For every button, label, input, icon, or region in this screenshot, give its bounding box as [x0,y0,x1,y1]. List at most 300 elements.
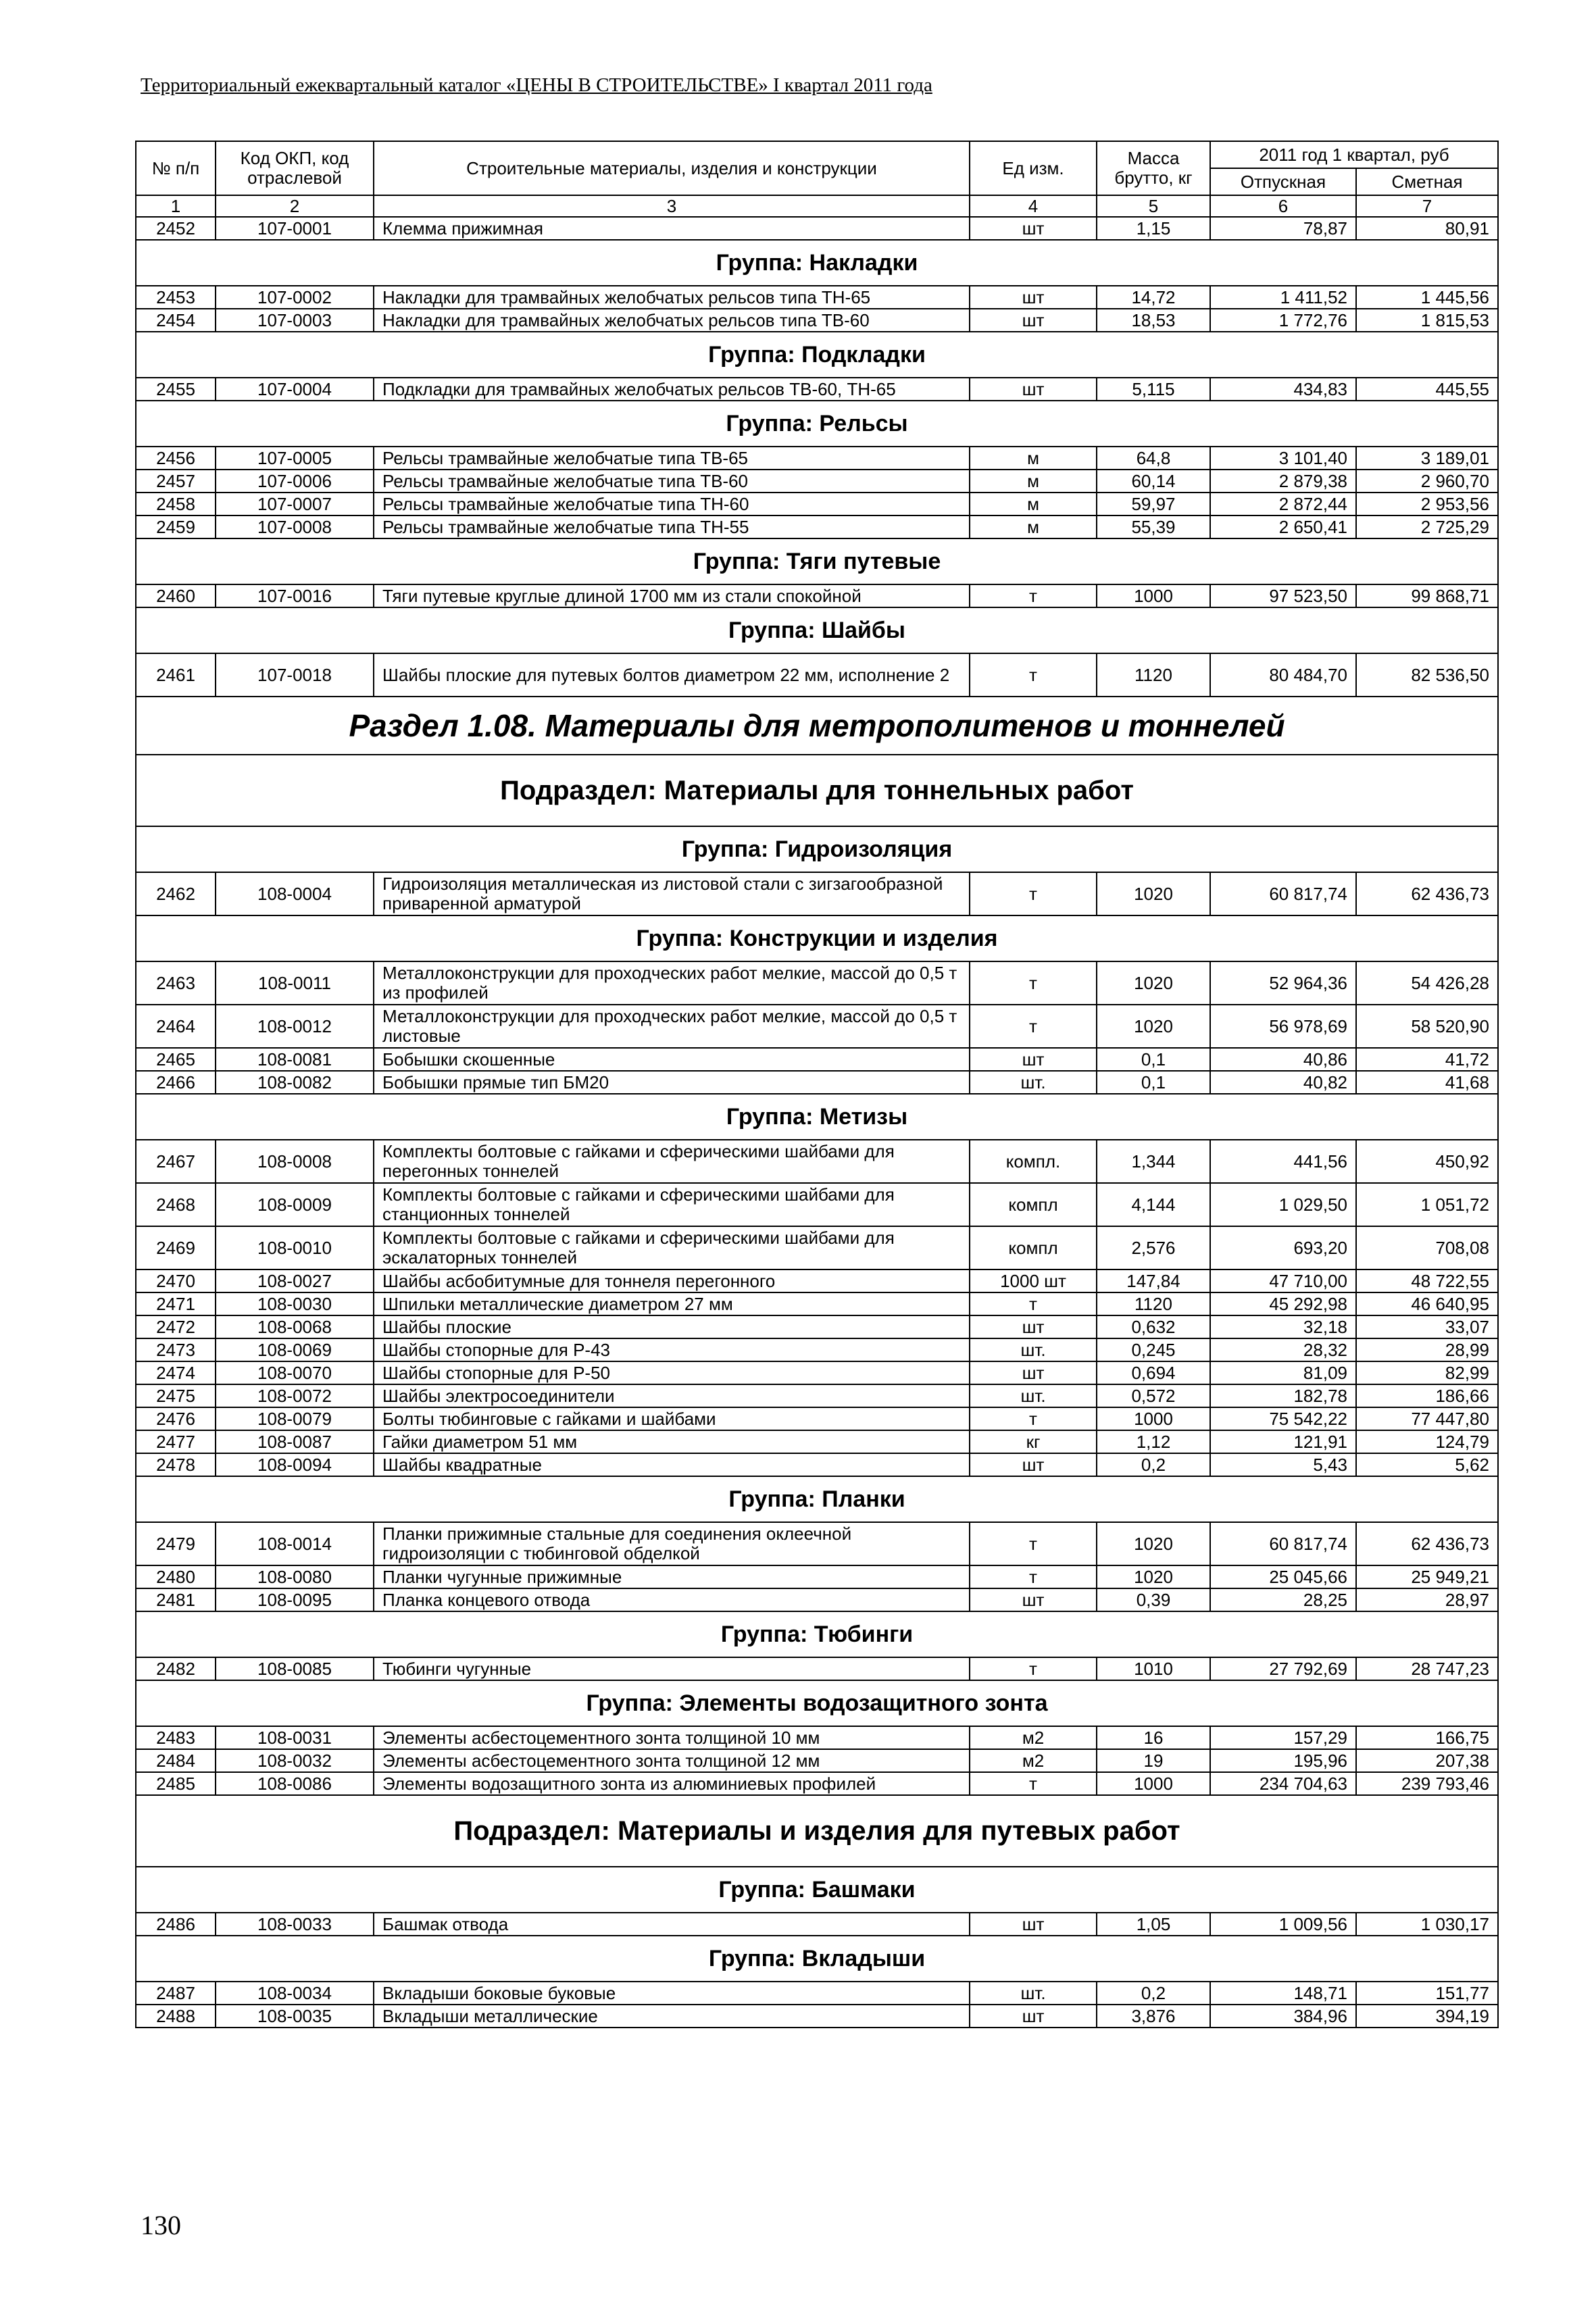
group-title: Группа: Тюбинги [136,1611,1498,1657]
group-row [136,826,1498,872]
table-row [136,515,1498,538]
row-mass: 0,1 [1097,1071,1210,1094]
row-name: Шайбы плоские [374,1315,970,1338]
table-row [136,1453,1498,1476]
row-release-price: 148,71 [1210,1982,1356,2005]
row-estimate-price: 1 051,72 [1356,1183,1498,1226]
row-name: Бобышки скошенные [374,1048,970,1071]
row-release-price: 52 964,36 [1210,961,1356,1005]
table-row [136,1913,1498,1936]
row-number: 2459 [136,515,216,538]
row-code: 107-0008 [216,515,374,538]
table-row [136,584,1498,607]
table-row [136,1565,1498,1588]
row-number: 2456 [136,447,216,470]
row-unit: шт [970,1588,1097,1611]
col-number: 6 [1210,195,1356,217]
row-mass: 1120 [1097,653,1210,697]
price-table [135,141,1499,2028]
col-number: 4 [970,195,1097,217]
row-number: 2470 [136,1269,216,1292]
row-number: 2460 [136,584,216,607]
row-code: 107-0006 [216,470,374,493]
row-release-price: 81,09 [1210,1361,1356,1384]
group-title: Группа: Башмаки [136,1867,1498,1913]
row-code: 108-0027 [216,1269,374,1292]
row-mass: 1020 [1097,1005,1210,1048]
row-number: 2461 [136,653,216,697]
row-number: 2475 [136,1384,216,1407]
row-number: 2465 [136,1048,216,1071]
row-number: 2485 [136,1772,216,1795]
row-estimate-price: 82 536,50 [1356,653,1498,697]
row-number: 2462 [136,872,216,915]
group-title: Группа: Планки [136,1476,1498,1522]
row-estimate-price: 1 030,17 [1356,1913,1498,1936]
row-mass: 2,576 [1097,1226,1210,1269]
table-row [136,1407,1498,1430]
row-code: 107-0001 [216,217,374,240]
row-unit: шт [970,286,1097,309]
row-estimate-price: 80,91 [1356,217,1498,240]
group-title: Группа: Накладки [136,240,1498,286]
row-estimate-price: 708,08 [1356,1226,1498,1269]
group-title: Группа: Метизы [136,1094,1498,1140]
row-estimate-price: 1 445,56 [1356,286,1498,309]
group-row [136,1680,1498,1726]
row-estimate-price: 2 725,29 [1356,515,1498,538]
page-header: Территориальный ежеквартальный каталог «ЦЕНЫ В СТРОИТЕЛЬСТВЕ» I квартал 2011 года [141,74,932,96]
row-estimate-price: 41,68 [1356,1071,1498,1094]
table-row [136,1315,1498,1338]
row-mass: 0,1 [1097,1048,1210,1071]
table-row [136,309,1498,332]
row-code: 108-0014 [216,1522,374,1565]
row-estimate-price: 62 436,73 [1356,1522,1498,1565]
row-name: Клемма прижимная [374,217,970,240]
row-unit: шт. [970,1338,1097,1361]
row-number: 2479 [136,1522,216,1565]
row-unit: шт [970,1361,1097,1384]
row-release-price: 384,96 [1210,2005,1356,2028]
row-code: 108-0030 [216,1292,374,1315]
row-number: 2477 [136,1430,216,1453]
row-mass: 1020 [1097,961,1210,1005]
col-number: 7 [1356,195,1498,217]
row-release-price: 97 523,50 [1210,584,1356,607]
row-name: Металлоконструкции для проходческих работ мелкие, массой до 0,5 т листовые [374,1005,970,1048]
row-code: 108-0008 [216,1140,374,1183]
row-mass: 16 [1097,1726,1210,1749]
col-unit-header: Ед изм. [970,141,1097,195]
row-mass: 1,12 [1097,1430,1210,1453]
row-name: Гайки диаметром 51 мм [374,1430,970,1453]
row-number: 2469 [136,1226,216,1269]
row-estimate-price: 25 949,21 [1356,1565,1498,1588]
group-title: Группа: Подкладки [136,332,1498,378]
row-code: 108-0087 [216,1430,374,1453]
row-code: 107-0003 [216,309,374,332]
row-number: 2483 [136,1726,216,1749]
row-unit: шт. [970,1384,1097,1407]
group-row [136,1611,1498,1657]
table-row [136,493,1498,515]
row-mass: 0,632 [1097,1315,1210,1338]
row-unit: т [970,584,1097,607]
row-name: Шайбы плоские для путевых болтов диаметром 22 мм, исполнение 2 [374,653,970,697]
table-row [136,378,1498,401]
row-release-price: 441,56 [1210,1140,1356,1183]
table-row [136,1071,1498,1094]
group-row [136,240,1498,286]
section-row [136,697,1498,755]
subsection-title: Подраздел: Материалы для тоннельных работ [136,755,1498,826]
row-unit: шт. [970,1982,1097,2005]
row-number: 2488 [136,2005,216,2028]
row-number: 2467 [136,1140,216,1183]
row-number: 2457 [136,470,216,493]
table-row [136,286,1498,309]
row-mass: 14,72 [1097,286,1210,309]
table-row [136,1361,1498,1384]
row-number: 2482 [136,1657,216,1680]
row-number: 2452 [136,217,216,240]
row-release-price: 182,78 [1210,1384,1356,1407]
row-code: 108-0072 [216,1384,374,1407]
table-row [136,1657,1498,1680]
table-row [136,1226,1498,1269]
row-unit: кг [970,1430,1097,1453]
row-unit: компл [970,1183,1097,1226]
table-row [136,653,1498,697]
row-number: 2453 [136,286,216,309]
table-row [136,1772,1498,1795]
row-code: 108-0069 [216,1338,374,1361]
subsection-title: Подраздел: Материалы и изделия для путевых работ [136,1795,1498,1867]
row-mass: 1010 [1097,1657,1210,1680]
section-title: Раздел 1.08. Материалы для метрополитенов и тоннелей [136,697,1498,755]
row-number: 2478 [136,1453,216,1476]
col-estimate-header: Сметная [1356,168,1498,195]
row-release-price: 32,18 [1210,1315,1356,1338]
table-row [136,1726,1498,1749]
row-estimate-price: 99 868,71 [1356,584,1498,607]
row-release-price: 234 704,63 [1210,1772,1356,1795]
row-unit: м [970,493,1097,515]
row-code: 108-0032 [216,1749,374,1772]
row-code: 108-0033 [216,1913,374,1936]
row-release-price: 40,82 [1210,1071,1356,1094]
row-code: 107-0007 [216,493,374,515]
table-row [136,1140,1498,1183]
row-unit: шт [970,1913,1097,1936]
row-name: Накладки для трамвайных желобчатых рельсов типа ТН-65 [374,286,970,309]
row-unit: шт [970,1453,1097,1476]
row-name: Шайбы асбобитумные для тоннеля перегонного [374,1269,970,1292]
group-row [136,915,1498,961]
row-estimate-price: 239 793,46 [1356,1772,1498,1795]
row-mass: 0,2 [1097,1453,1210,1476]
row-release-price: 1 009,56 [1210,1913,1356,1936]
row-unit: шт [970,378,1097,401]
row-number: 2484 [136,1749,216,1772]
row-name: Планки прижимные стальные для соединения оклеечной гидроизоляции с тюбинговой обделкой [374,1522,970,1565]
row-mass: 18,53 [1097,309,1210,332]
row-mass: 1,344 [1097,1140,1210,1183]
row-mass: 1020 [1097,1565,1210,1588]
row-release-price: 27 792,69 [1210,1657,1356,1680]
group-row [136,1867,1498,1913]
row-unit: т [970,1292,1097,1315]
row-unit: шт [970,2005,1097,2028]
table-row [136,1292,1498,1315]
group-title: Группа: Шайбы [136,607,1498,653]
table-row [136,1183,1498,1226]
row-release-price: 1 772,76 [1210,309,1356,332]
row-release-price: 75 542,22 [1210,1407,1356,1430]
row-number: 2473 [136,1338,216,1361]
row-code: 108-0031 [216,1726,374,1749]
row-estimate-price: 41,72 [1356,1048,1498,1071]
row-unit: шт [970,309,1097,332]
row-release-price: 5,43 [1210,1453,1356,1476]
col-mass-header: Масса брутто, кг [1097,141,1210,195]
row-code: 108-0085 [216,1657,374,1680]
row-estimate-price: 46 640,95 [1356,1292,1498,1315]
row-number: 2466 [136,1071,216,1094]
table-row [136,470,1498,493]
table-row [136,447,1498,470]
row-mass: 1120 [1097,1292,1210,1315]
row-unit: т [970,961,1097,1005]
row-name: Шпильки металлические диаметром 27 мм [374,1292,970,1315]
row-estimate-price: 33,07 [1356,1315,1498,1338]
row-estimate-price: 28,99 [1356,1338,1498,1361]
row-name: Планка концевого отвода [374,1588,970,1611]
row-unit: т [970,1772,1097,1795]
row-release-price: 2 650,41 [1210,515,1356,538]
group-title: Группа: Вкладыши [136,1936,1498,1982]
row-name: Элементы асбестоцементного зонта толщиной 10 мм [374,1726,970,1749]
row-name: Рельсы трамвайные желобчатые типа ТН-55 [374,515,970,538]
col-code-header: Код ОКП, код отраслевой [216,141,374,195]
group-row [136,538,1498,584]
row-code: 108-0068 [216,1315,374,1338]
row-release-price: 1 411,52 [1210,286,1356,309]
row-unit: шт. [970,1071,1097,1094]
row-mass: 1,15 [1097,217,1210,240]
row-unit: компл. [970,1140,1097,1183]
row-number: 2463 [136,961,216,1005]
row-number: 2486 [136,1913,216,1936]
row-name: Рельсы трамвайные желобчатые типа ТВ-60 [374,470,970,493]
row-number: 2464 [136,1005,216,1048]
row-release-price: 28,32 [1210,1338,1356,1361]
row-code: 107-0002 [216,286,374,309]
row-release-price: 80 484,70 [1210,653,1356,697]
row-release-price: 2 879,38 [1210,470,1356,493]
row-name: Вкладыши боковые буковые [374,1982,970,2005]
group-row [136,332,1498,378]
row-mass: 3,876 [1097,2005,1210,2028]
row-mass: 59,97 [1097,493,1210,515]
row-name: Болты тюбинговые с гайками и шайбами [374,1407,970,1430]
col-release-header: Отпускная [1210,168,1356,195]
row-mass: 147,84 [1097,1269,1210,1292]
row-estimate-price: 450,92 [1356,1140,1498,1183]
group-row [136,1094,1498,1140]
row-mass: 64,8 [1097,447,1210,470]
row-estimate-price: 2 960,70 [1356,470,1498,493]
row-mass: 0,694 [1097,1361,1210,1384]
row-estimate-price: 54 426,28 [1356,961,1498,1005]
row-unit: т [970,653,1097,697]
row-number: 2472 [136,1315,216,1338]
row-mass: 0,39 [1097,1588,1210,1611]
row-release-price: 78,87 [1210,217,1356,240]
group-title: Группа: Конструкции и изделия [136,915,1498,961]
row-unit: т [970,872,1097,915]
row-mass: 5,115 [1097,378,1210,401]
row-unit: м2 [970,1749,1097,1772]
row-mass: 1000 [1097,1772,1210,1795]
row-estimate-price: 28 747,23 [1356,1657,1498,1680]
group-row [136,607,1498,653]
row-release-price: 121,91 [1210,1430,1356,1453]
row-name: Комплекты болтовые с гайками и сферическими шайбами для станционных тоннелей [374,1183,970,1226]
row-mass: 1020 [1097,872,1210,915]
row-number: 2468 [136,1183,216,1226]
table-row [136,1588,1498,1611]
col-num-header: № п/п [136,141,216,195]
table-row [136,217,1498,240]
row-name: Шайбы стопорные для Р-50 [374,1361,970,1384]
group-row [136,1936,1498,1982]
table-row [136,1749,1498,1772]
row-release-price: 157,29 [1210,1726,1356,1749]
col-number: 1 [136,195,216,217]
row-mass: 1,05 [1097,1913,1210,1936]
row-name: Комплекты болтовые с гайками и сферическими шайбами для перегонных тоннелей [374,1140,970,1183]
col-number: 3 [374,195,970,217]
row-estimate-price: 77 447,80 [1356,1407,1498,1430]
row-unit: м [970,515,1097,538]
row-name: Тяги путевые круглые длиной 1700 мм из стали спокойной [374,584,970,607]
row-estimate-price: 445,55 [1356,378,1498,401]
row-name: Подкладки для трамвайных желобчатых рельсов ТВ-60, ТН-65 [374,378,970,401]
row-unit: шт [970,1315,1097,1338]
table-row [136,961,1498,1005]
col-period-header: 2011 год 1 квартал, руб [1210,141,1498,168]
group-row [136,401,1498,447]
row-unit: 1000 шт [970,1269,1097,1292]
table-row [136,1048,1498,1071]
row-release-price: 47 710,00 [1210,1269,1356,1292]
row-name: Металлоконструкции для проходческих работ мелкие, массой до 0,5 т из профилей [374,961,970,1005]
row-release-price: 3 101,40 [1210,447,1356,470]
row-estimate-price: 3 189,01 [1356,447,1498,470]
row-name: Бобышки прямые тип БМ20 [374,1071,970,1094]
row-release-price: 693,20 [1210,1226,1356,1269]
row-code: 108-0035 [216,2005,374,2028]
row-estimate-price: 62 436,73 [1356,872,1498,915]
row-name: Рельсы трамвайные желобчатые типа ТВ-65 [374,447,970,470]
row-estimate-price: 1 815,53 [1356,309,1498,332]
row-name: Башмак отвода [374,1913,970,1936]
row-code: 108-0009 [216,1183,374,1226]
row-estimate-price: 2 953,56 [1356,493,1498,515]
row-name: Накладки для трамвайных желобчатых рельсов типа ТВ-60 [374,309,970,332]
row-mass: 60,14 [1097,470,1210,493]
row-unit: м [970,447,1097,470]
col-name-header: Строительные материалы, изделия и конструкции [374,141,970,195]
row-release-price: 40,86 [1210,1048,1356,1071]
row-code: 107-0004 [216,378,374,401]
table-row [136,1522,1498,1565]
row-code: 108-0095 [216,1588,374,1611]
row-estimate-price: 151,77 [1356,1982,1498,2005]
row-estimate-price: 186,66 [1356,1384,1498,1407]
subsection-row [136,1795,1498,1867]
row-mass: 0,2 [1097,1982,1210,2005]
group-title: Группа: Рельсы [136,401,1498,447]
row-number: 2458 [136,493,216,515]
row-name: Шайбы квадратные [374,1453,970,1476]
row-code: 108-0080 [216,1565,374,1588]
table-row [136,2005,1498,2028]
row-estimate-price: 58 520,90 [1356,1005,1498,1048]
row-name: Вкладыши металлические [374,2005,970,2028]
row-unit: т [970,1565,1097,1588]
row-mass: 0,572 [1097,1384,1210,1407]
group-title: Группа: Тяги путевые [136,538,1498,584]
row-number: 2487 [136,1982,216,2005]
row-number: 2455 [136,378,216,401]
row-estimate-price: 207,38 [1356,1749,1498,1772]
row-mass: 55,39 [1097,515,1210,538]
row-unit: т [970,1522,1097,1565]
row-number: 2474 [136,1361,216,1384]
row-release-price: 60 817,74 [1210,1522,1356,1565]
row-code: 108-0010 [216,1226,374,1269]
row-name: Шайбы электросоединители [374,1384,970,1407]
row-code: 108-0081 [216,1048,374,1071]
row-name: Комплекты болтовые с гайками и сферическими шайбами для эскалаторных тоннелей [374,1226,970,1269]
row-number: 2480 [136,1565,216,1588]
row-code: 108-0079 [216,1407,374,1430]
row-release-price: 1 029,50 [1210,1183,1356,1226]
row-code: 108-0070 [216,1361,374,1384]
row-code: 107-0018 [216,653,374,697]
row-unit: шт [970,217,1097,240]
row-estimate-price: 124,79 [1356,1430,1498,1453]
row-code: 108-0011 [216,961,374,1005]
row-number: 2454 [136,309,216,332]
row-mass: 1000 [1097,1407,1210,1430]
subsection-row [136,755,1498,826]
row-name: Рельсы трамвайные желобчатые типа ТН-60 [374,493,970,515]
row-name: Тюбинги чугунные [374,1657,970,1680]
row-unit: т [970,1407,1097,1430]
col-number: 2 [216,195,374,217]
table-row [136,1430,1498,1453]
row-code: 108-0012 [216,1005,374,1048]
row-estimate-price: 394,19 [1356,2005,1498,2028]
row-estimate-price: 166,75 [1356,1726,1498,1749]
row-code: 107-0005 [216,447,374,470]
row-number: 2476 [136,1407,216,1430]
row-code: 108-0034 [216,1982,374,2005]
